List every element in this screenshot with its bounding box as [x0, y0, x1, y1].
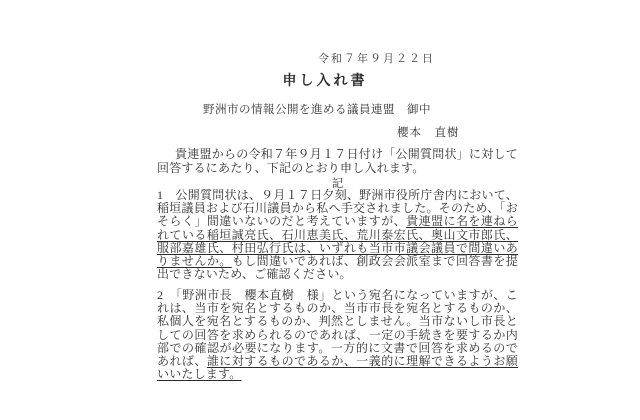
- underlined-text-segment: 誰に対するものであるか、一義的に理解できるようお願いいたします。: [157, 354, 518, 382]
- document-title: 申し入れ書: [282, 74, 368, 89]
- addressee-line: 野洲市の情報公開を進める議員連盟 御中: [203, 104, 431, 116]
- sender-name: 櫻本 直樹: [397, 127, 460, 139]
- item-paragraph-1: [157, 189, 518, 281]
- record-marker: 記: [331, 178, 344, 190]
- intro-paragraph: 貴連盟からの令和７年９月１７日付け「公開質問状」に対して回答するにあたり、下記のとおり申し入れます。: [157, 147, 518, 175]
- document-date: 令和７年９月２２日: [318, 53, 435, 65]
- underlined-text-segment: 貴連盟に名を連ねられている稲垣誠亮氏、石川恵美氏、荒川泰宏氏、奥山文市郎氏、服部嘉雄氏、村田弘行氏は、いずれも当市市議会議員で間違いありませんか。: [157, 214, 518, 269]
- text-segment: もし間違いであれば、創政会会派室まで回答書を提出できないため、ご確認ください。: [157, 254, 518, 282]
- text-segment: 2 「野洲市長 櫻本直樹 様」という宛名になっていますが、これは、当市を宛名とするものか、当市市長を宛名とするものか、私個人を宛名とするものか、判然としません。当市ないし市長としての回答を求められるのであれば、一定の手続きを要するか内部での確認が必要になります。一方的に文書で回答を求めるのであれば、: [157, 288, 518, 369]
- item-paragraph-2: [157, 289, 518, 381]
- text-segment: 1 公開質問状は、９月１７日夕刻、野洲市役所庁舎内において、稲垣議員および石川議員から私へ手交されました。そのため、「おそらく」間違いないのだと考えていますが、: [157, 188, 518, 229]
